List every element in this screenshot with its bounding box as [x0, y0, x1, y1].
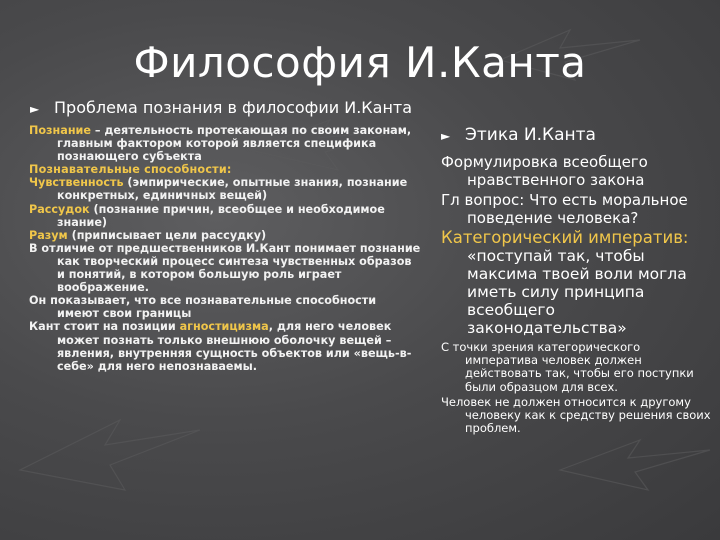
left-paragraph-synthesis: В отличие от предшественников И.Кант понимает познание как творческий процесс синтеза чувственных образов и понятий, в котором большую роль играет воображение.	[29, 241, 421, 295]
ethics-heading	[441, 126, 711, 145]
definition-reason: (приписывает цели рассудку)	[67, 228, 267, 242]
term-reason: Разум	[29, 228, 68, 242]
definition-cognition: – деятельность протекающая по своим законам, главным фактором которой является специфика познающего субъекта	[57, 124, 412, 164]
imperative-text: «поступай так, чтобы максима твоей воли могла иметь силу принципа всеобщего законодательства»	[467, 247, 687, 337]
categorical-imperative	[441, 229, 711, 337]
term-agnosticism: агностицизма	[179, 320, 269, 334]
arrow-bullet-icon: ►	[441, 129, 451, 143]
ethics-heading-text: Этика И.Канта	[465, 125, 596, 145]
abilities-heading: Познавательные способности:	[29, 163, 232, 177]
definition-sensibility: (эмпирические, опытные знания, познание конкретных, единичных вещей)	[57, 176, 408, 203]
subtitle-text: Проблема познания в философии И.Канта	[54, 98, 413, 117]
left-paragraph-understanding	[29, 203, 421, 229]
agnosticism-prefix: Кант стоит на позиции	[29, 320, 180, 334]
means-note: Человек не должен относится к другому человеку как к средству решения своих проблем.	[441, 394, 711, 436]
left-paragraph-agnosticism	[29, 320, 421, 372]
imperative-note: С точки зрения категорического императива человек должен действовать так, чтобы его поступки были образцом для всех.	[441, 340, 694, 394]
left-paragraph-reason	[29, 229, 421, 242]
term-understanding: Рассудок	[29, 202, 90, 216]
right-column	[441, 126, 711, 437]
agnosticism-text: , для него человек может познать только внешнюю оболочку вещей – явления, внутренняя сущность объектов или «вещь-в-себе» для него непознаваемы.	[57, 320, 412, 373]
left-column	[29, 124, 421, 373]
term-cognition: Познание	[29, 124, 91, 137]
term-sensibility: Чувственность	[29, 176, 124, 190]
imperative-term: Категорический императив:	[441, 228, 689, 247]
left-paragraph-limits: Он показывает, что все познавательные способности имеют свои границы	[29, 294, 377, 321]
moral-law-formula: Формулировка всеобщего нравственного закона	[441, 153, 648, 189]
left-paragraph-sensibility	[29, 176, 421, 202]
main-question: Гл вопрос: Что есть моральное поведение человека?	[441, 191, 688, 227]
definition-understanding: (познание причин, всеобщее и необходимое знание)	[57, 202, 385, 229]
subtitle	[30, 98, 450, 117]
left-paragraph-cognition	[29, 124, 421, 163]
arrow-bullet-icon: ►	[30, 102, 40, 116]
left-heading-abilities	[29, 163, 421, 176]
slide-title: Философия И.Канта	[133, 38, 587, 87]
